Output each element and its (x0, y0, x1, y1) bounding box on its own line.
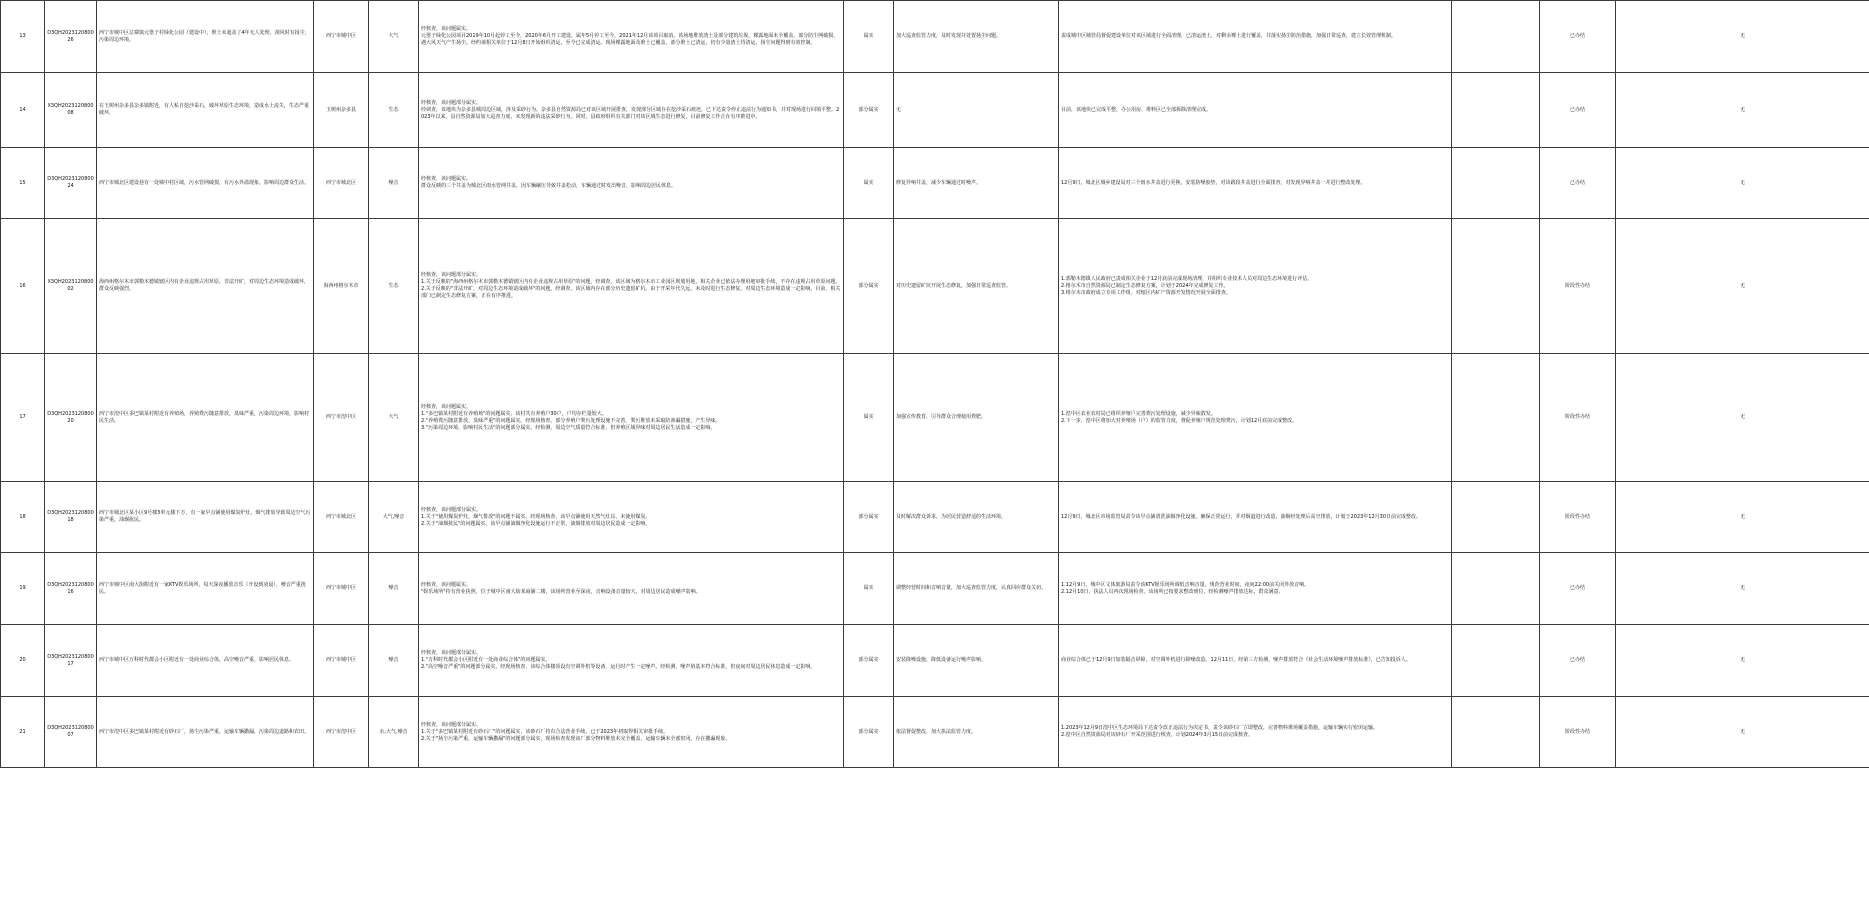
investigation-findings-text: 经核查，该问题部分属实。 1.关于"使用煤炭炉灶，烟气排放"的问题不属实。经现场核查，该早点铺使用天然气灶具，未使用煤炭。 2.关于"油烟扰民"的问题属实。该早点铺油烟净化设施运行不正常，油烟排放对周边居民造成一定影响。 (421, 506, 651, 527)
accountability-text: 无 (1739, 33, 1745, 39)
spacer-cell (1452, 697, 1540, 768)
verdict-cell (844, 1, 894, 73)
row-number-cell (1, 219, 45, 354)
complaint-id-cell (45, 354, 97, 482)
issue-description-cell (97, 553, 314, 625)
table-row (1, 148, 1869, 219)
accountability-cell (1616, 73, 1869, 148)
issue-description-cell (97, 354, 314, 482)
status-text: 已办结 (1569, 585, 1585, 591)
status-cell (1540, 482, 1616, 553)
district-text: 西宁市城中区 (325, 657, 356, 663)
issue-description-cell (97, 148, 314, 219)
verdict-text: 属实 (863, 414, 874, 420)
accountability-text: 无 (1739, 728, 1745, 735)
accountability-cell (1616, 219, 1869, 354)
complaint-id-cell (45, 697, 97, 768)
accountability-cell (1616, 482, 1869, 553)
investigation-findings-cell (419, 354, 844, 482)
status-text: 已办结 (1569, 33, 1585, 39)
complaint-id-cell (45, 625, 97, 697)
row-number-cell (1, 1, 45, 73)
row-number-cell (1, 553, 45, 625)
complaint-id-cell (45, 219, 97, 354)
district-cell (314, 697, 369, 768)
verdict-cell (844, 482, 894, 553)
status-text: 阶段性办结 (1564, 513, 1590, 520)
issue-description-cell (97, 697, 314, 768)
verdict-text: 属实 (863, 585, 874, 591)
status-cell (1540, 219, 1616, 354)
accountability-text: 无 (1739, 513, 1745, 520)
investigation-findings-cell (419, 219, 844, 354)
row-number-cell (1, 148, 45, 219)
status-cell (1540, 354, 1616, 482)
table-row (1, 625, 1869, 697)
spacer-cell (1452, 219, 1540, 354)
progress-text: 12月9日，城北区城乡建设局对三个雨水井盖进行更换，安装防噪胶垫，对该路段井盖进行全面排查，对发现异响井盖一并进行整改处理。 (1061, 179, 1366, 186)
investigation-findings-text: 经核查，该问题部分属实。 1."万科时代都会小区附近有一处商业综合体"的问题属实。 2."高空噪音严重"的问题部分属实。经现场核查，该综合体楼顶设有空调外机等设备，运行时产生一定噪声。经检测，噪声值基本符合标准，但夜间对周边居民休息造成一定影响。 (421, 650, 816, 670)
status-cell (1540, 148, 1616, 219)
investigation-findings-text: 经核查，该问题属实。 元堡子绿化公园项目2019年10月起停工至今，2020年6月开工建设，属年5月停工至今，2021年12月该项目取消。该场地堆放渣土及部分建筑垃圾，裸露地面未全覆盖，部分防尘网破损，遇大风天气产生扬尘。经约谈相关单位于12月8日开始组织清运，至今已完成清运。现场裸露地面及堆土已覆盖，部分堆土已清运，仍有少量渣土待清运，扬尘问题得到有效控制。 (421, 26, 839, 46)
status-text: 已办结 (1569, 657, 1585, 663)
measures-cell (894, 482, 1059, 553)
table-row (1, 482, 1869, 553)
spacer-cell (1452, 73, 1540, 148)
progress-cell (1059, 219, 1452, 354)
investigation-findings-cell (419, 697, 844, 768)
measures-text: 无 (896, 106, 902, 113)
issue-description-text: 西宁市城北区建设巷有一处城中村区域，污水管网破损，有污水外溢现象，影响周边群众生活。 (99, 179, 310, 186)
issue-description-cell (97, 482, 314, 553)
status-text: 阶段性办结 (1564, 728, 1590, 735)
district-text: 海西州格尔木市 (323, 282, 359, 289)
investigation-findings-cell (419, 625, 844, 697)
measures-cell (894, 73, 1059, 148)
complaint-id-text: D3QH2023120800 26 (47, 29, 96, 43)
table-row (1, 697, 1869, 768)
complaint-id-text: D3QH2023120800 16 (47, 581, 96, 595)
status-text: 阶段性办结 (1564, 282, 1590, 289)
status-text: 阶段性办结 (1564, 414, 1590, 420)
row-number-cell (1, 697, 45, 768)
row-number-text: 17 (19, 414, 26, 420)
verdict-text: 部分属实 (858, 513, 879, 520)
complaint-id-cell (45, 553, 97, 625)
status-cell (1540, 625, 1616, 697)
spacer-cell (1452, 148, 1540, 219)
table-row (1, 73, 1869, 148)
spacer-cell (1452, 354, 1540, 482)
row-number-text: 13 (19, 33, 26, 39)
verdict-text: 部分属实 (858, 728, 879, 735)
measures-cell (894, 625, 1059, 697)
district-cell (314, 354, 369, 482)
issue-description-text: 西宁市城中区总寨镇元堡子村绿化公园（建设中），堆土未遮盖了4年无人处理，刮风时有扬尘，污染周边环境。 (99, 29, 310, 43)
investigation-findings-text: 经核查，该问题部分属实。 1.关于反映的"海西州格尔木市郭勒木德镇辖区内有企业违规占用草原"的问题，经调查，该区域为格尔木市工业园区规划用地，相关企业已依法办理用地审批手续，不存在违规占用草原问题。 2.关于反映的"非法开矿，对周边生态环境造成破坏"的问题，经调查，该区域内存在部分历史遗留矿坑，由于开采年代久远，未及时进行生态修复，对周边生态环境造成一定影响。目前，相关部门已制定生态修复方案，正在有序推进。 (421, 272, 841, 299)
progress-text: 1.郭勒木德镇人民政府已责成相关企业于12月底前完成现场清理，并组织专业技术人员对周边生态环境进行评估。 2.格尔木市自然资源局已制定生态修复方案，计划于2024年完成修复工作。 3.格尔木市政府成立专项工作组，对辖区内矿产资源开发情况开展全面排查。 (1061, 275, 1313, 296)
status-cell (1540, 1, 1616, 73)
accountability-cell (1616, 148, 1869, 219)
accountability-cell (1616, 625, 1869, 697)
issue-description-text: 海西州格尔木市郭勒木德镇辖区内有企业违规占用草原，非法开矿，对周边生态环境造成破坏，群众反映强烈。 (99, 279, 310, 292)
verdict-cell (844, 625, 894, 697)
district-cell (314, 148, 369, 219)
complaint-id-text: D3QH2023120800 18 (47, 510, 96, 523)
spacer-cell (1452, 482, 1540, 553)
progress-text: 1.2023年12月9日湟中区生态环境局下达责令改正违法行为决定书，责令该砂石厂立即整改，完善物料堆场覆盖措施，运输车辆实行密闭运输。 2.湟中区自然资源局对该砂石厂开采范围进行核查，计划2024年3月15日前完成核查。 (1061, 725, 1379, 738)
measures-cell (894, 1, 1059, 73)
progress-cell (1059, 1, 1452, 73)
investigation-findings-text: 经核查，该问题属实。 1."多巴镇某村附近有养殖场"的问题属实。该村共有养殖户30户，户均存栏量较大。 2."养殖粪污随意排放，臭味严重"的问题属实。经现场核查，部分养殖户粪污处理设施不完善，粪污堆放未采取防渗漏措施，产生异味。 3."污染周边环境，影响村民生活"的问题部分属实。经检测，周边空气质量符合标准，但养殖区域异味对周边居民生活造成一定影响。 (421, 403, 721, 431)
progress-cell (1059, 354, 1452, 482)
row-number-text: 15 (19, 179, 26, 186)
accountability-text: 无 (1739, 585, 1745, 591)
investigation-findings-cell (419, 482, 844, 553)
row-number-text: 21 (19, 728, 26, 735)
progress-text: 12月9日，城北区市场监管局责令该早点铺清洗油烟净化设施，确保正常运行，并对烟道进行改造，油烟经处理后高空排放，计划于2023年12月30日前完成整改。 (1061, 513, 1422, 520)
district-cell (314, 1, 369, 73)
row-number-cell (1, 625, 45, 697)
accountability-text: 无 (1739, 106, 1745, 113)
accountability-cell (1616, 553, 1869, 625)
investigation-findings-text: 经核查，该问题部分属实。 经调查，该地块为杂多县城周边区域，涉及采砂行为。杂多县自然资源局已对该区域开展排查，发现部分区域存在挖沙采石痕迹，已下达责令停止违法行为通知书，并对现场进行回填平整。2023年以来，县自然资源局加大巡查力度，未发现新的违法采砂行为。同时，县政府组织有关部门对该区域生态进行修复，目前修复工作正在有序推进中。 (421, 99, 840, 120)
complaint-id-text: D3QH2023120800 17 (47, 653, 96, 667)
accountability-text: 无 (1739, 414, 1745, 420)
row-number-text: 14 (19, 106, 26, 113)
verdict-text: 部分属实 (858, 106, 879, 113)
spacer-cell (1452, 1, 1540, 73)
pollution-type-text: 生态 (388, 282, 399, 289)
complaint-id-cell (45, 148, 97, 219)
issue-description-cell (97, 1, 314, 73)
row-number-text: 18 (19, 513, 26, 520)
pollution-type-cell (369, 219, 419, 354)
verdict-cell (844, 73, 894, 148)
pollution-type-cell (369, 482, 419, 553)
measures-cell (894, 553, 1059, 625)
issue-description-cell (97, 73, 314, 148)
measures-text: 加大巡查监管力度，及时发现并处置扬尘问题。 (896, 33, 1002, 39)
complaint-id-cell (45, 482, 97, 553)
issue-description-text: 在玉树州杂多县杂多镇附近，有人私自挖沙采石，破坏草原生态环境，造成水土流失，生态严重破坏。 (99, 103, 310, 116)
district-text: 西宁市城中区 (325, 33, 356, 39)
issue-description-text: 西宁市城中区南大街附近有一家KTV娱乐场所，每天深夜播放音乐（开设到凌晨），噪音严重扰民。 (99, 581, 306, 595)
measures-cell (894, 148, 1059, 219)
measures-text: 安装降噪设施，降低设备运行噪声影响。 (896, 657, 987, 663)
progress-text: 目前，该地块已完成平整，办公用房、堆料区已全部拆除清理完成。 (1061, 106, 1212, 113)
district-text: 西宁市城北区 (325, 513, 356, 520)
issue-description-cell (97, 219, 314, 354)
pollution-type-text: 噪音 (388, 657, 399, 663)
complaint-id-text: D3QH2023120800 07 (47, 725, 96, 738)
investigation-findings-cell (419, 148, 844, 219)
district-text: 西宁市城中区 (325, 585, 356, 591)
accountability-text: 无 (1739, 657, 1745, 663)
district-cell (314, 625, 369, 697)
complaint-id-cell (45, 1, 97, 73)
complaint-id-text: X3QH2023120800 08 (47, 103, 96, 116)
pollution-type-text: 噪音 (388, 585, 399, 591)
row-number-cell (1, 73, 45, 148)
investigation-findings-text: 经核查，该问题属实。 "娱乐场所"持有营业执照，位于城中区南大街某商铺二楼，该场所营业至深夜，音响设备音量较大，对周边居民造成噪声影响。 (421, 581, 701, 595)
spacer-cell (1452, 553, 1540, 625)
status-cell (1540, 73, 1616, 148)
progress-cell (1059, 148, 1452, 219)
investigation-findings-text: 经核查，该问题部分属实。 1.关于"多巴镇某村附近有砂石厂"的问题属实，该砂石厂持有合法营业手续，已于2023年初取得相关审批手续。 2.关于"扬尘污染严重，运输车辆撒漏"的问题部分属实，现场检查发现该厂部分物料堆放未完全覆盖，运输车辆未全部密闭，存在撒漏现象。 (421, 721, 731, 742)
progress-text: 1.12月9日，城中区文体旅游局责令该KTV娱乐场所调低音响音量，规范营业时间，夜间22:00前关闭外放音响。 2.12月10日，执法人员再次现场检查，该场所已按要求整改到位，经检测噪声排放达标，群众满意。 (1061, 581, 1310, 595)
table-row (1, 219, 1869, 354)
verdict-text: 部分属实 (858, 282, 879, 289)
progress-text: 1.湟中区农业农村局已组织养殖户完善粪污处理设施，减少异味散发。 2.下一步，湟中区将加大对养殖场（户）的监管力度，督促养殖户规范处理粪污，计划12月底前完成整改。 (1061, 410, 1298, 424)
complaint-id-text: D3QH2023120800 20 (47, 410, 96, 424)
progress-text: 责成城中区城管局督促建设单位对该区域进行全面清理，已清运渣土，对剩余裸土进行覆盖，并落实扬尘防治措施，加强日常巡查，建立长效管理机制。 (1061, 33, 1397, 39)
status-cell (1540, 697, 1616, 768)
measures-text: 及时解决群众诉求，为居民营造舒适的生活环境。 (896, 513, 1007, 520)
complaint-id-text: X3QH2023120800 02 (47, 279, 96, 292)
progress-text: 商业综合体已于12月9日加装隔音屏障，对空调外机进行降噪改造。12月11日，经第三方检测，噪声排放符合《社会生活环境噪声排放标准》，已告知投诉人。 (1061, 657, 1411, 663)
pollution-type-text: 生态 (388, 106, 399, 113)
district-cell (314, 482, 369, 553)
row-number-cell (1, 482, 45, 553)
spacer-cell (1452, 625, 1540, 697)
table-row (1, 354, 1869, 482)
verdict-cell (844, 354, 894, 482)
pollution-type-cell (369, 73, 419, 148)
issue-description-text: 西宁市湟中区多巴镇某村附近有砂石厂，扬尘污染严重，运输车辆撒漏，污染周边道路和农田。 (99, 728, 310, 735)
pollution-type-text: 大气 (388, 414, 399, 420)
investigation-findings-cell (419, 553, 844, 625)
measures-text: 修复异响井盖，减少车辆通过时噪声。 (896, 179, 982, 186)
progress-cell (1059, 625, 1452, 697)
measures-text: 对历史遗留矿坑开展生态修复，加强日常巡查监管。 (896, 282, 1012, 289)
verdict-text: 属实 (863, 33, 874, 39)
measures-cell (894, 219, 1059, 354)
table-row (1, 553, 1869, 625)
pollution-type-text: 大气,噪音 (382, 513, 405, 520)
measures-cell (894, 697, 1059, 768)
progress-cell (1059, 482, 1452, 553)
status-cell (1540, 553, 1616, 625)
measures-text: 依法督促整改，加大执法监管力度。 (896, 728, 977, 735)
verdict-text: 属实 (863, 179, 874, 186)
measures-cell (894, 354, 1059, 482)
table-row (1, 1, 1869, 73)
district-cell (314, 553, 369, 625)
measures-text: 加强宣传教育，引导群众合理使用粪肥。 (896, 414, 987, 420)
accountability-cell (1616, 1, 1869, 73)
row-number-cell (1, 354, 45, 482)
verdict-cell (844, 148, 894, 219)
verdict-cell (844, 697, 894, 768)
accountability-cell (1616, 697, 1869, 768)
complaint-id-text: D3QH2023120800 24 (47, 176, 96, 189)
verdict-cell (844, 219, 894, 354)
investigation-findings-text: 经核查，该问题属实。 群众反映的三个井盖为城北区雨水管网井盖，因车辆碾压导致井盖松动，车辆通过时发出噪音，影响周边居民休息。 (421, 176, 677, 189)
issue-description-cell (97, 625, 314, 697)
district-cell (314, 219, 369, 354)
verdict-cell (844, 553, 894, 625)
complaint-id-cell (45, 73, 97, 148)
measures-text: 调整经营时间和音响音量，加大巡查监管力度，认真回应群众关切。 (896, 585, 1047, 591)
pollution-type-text: 噪音 (388, 179, 399, 186)
accountability-text: 无 (1739, 179, 1745, 186)
district-text: 西宁市湟中区 (325, 728, 356, 735)
pollution-type-cell (369, 697, 419, 768)
district-text: 玉树州杂多县 (325, 106, 356, 113)
accountability-cell (1616, 354, 1869, 482)
status-text: 已办结 (1569, 179, 1585, 186)
pollution-type-cell (369, 148, 419, 219)
row-number-text: 20 (19, 657, 26, 663)
district-text: 西宁市城北区 (325, 179, 356, 186)
issue-description-text: 西宁市湟中区多巴镇某村附近有养殖场，养殖粪污随意排放，臭味严重，污染周边环境，影响村民生活。 (99, 410, 310, 424)
investigation-findings-cell (419, 1, 844, 73)
pollution-type-text: 水,大气,噪音 (379, 728, 408, 735)
issue-description-text: 西宁市城中区万科时代都会小区附近有一处商业综合体，高空噪音严重，影响居民休息。 (99, 657, 295, 663)
investigation-findings-cell (419, 73, 844, 148)
verdict-text: 部分属实 (858, 657, 879, 663)
district-cell (314, 73, 369, 148)
status-text: 已办结 (1569, 106, 1585, 113)
progress-cell (1059, 73, 1452, 148)
pollution-type-cell (369, 1, 419, 73)
progress-cell (1059, 553, 1452, 625)
table-body (1, 1, 1869, 768)
issue-description-text: 西宁市城北区某小区9号楼3单元楼下方，有一家早点铺使用煤炭炉灶，烟气排放导致周边空气污染严重，油烟扰民。 (99, 510, 311, 523)
pollution-type-cell (369, 553, 419, 625)
progress-cell (1059, 697, 1452, 768)
district-text: 西宁市湟中区 (325, 414, 356, 420)
row-number-text: 19 (19, 585, 26, 591)
accountability-text: 无 (1739, 282, 1745, 289)
pollution-type-text: 大气 (388, 33, 399, 39)
pollution-type-cell (369, 625, 419, 697)
row-number-text: 16 (19, 282, 26, 289)
pollution-type-cell (369, 354, 419, 482)
